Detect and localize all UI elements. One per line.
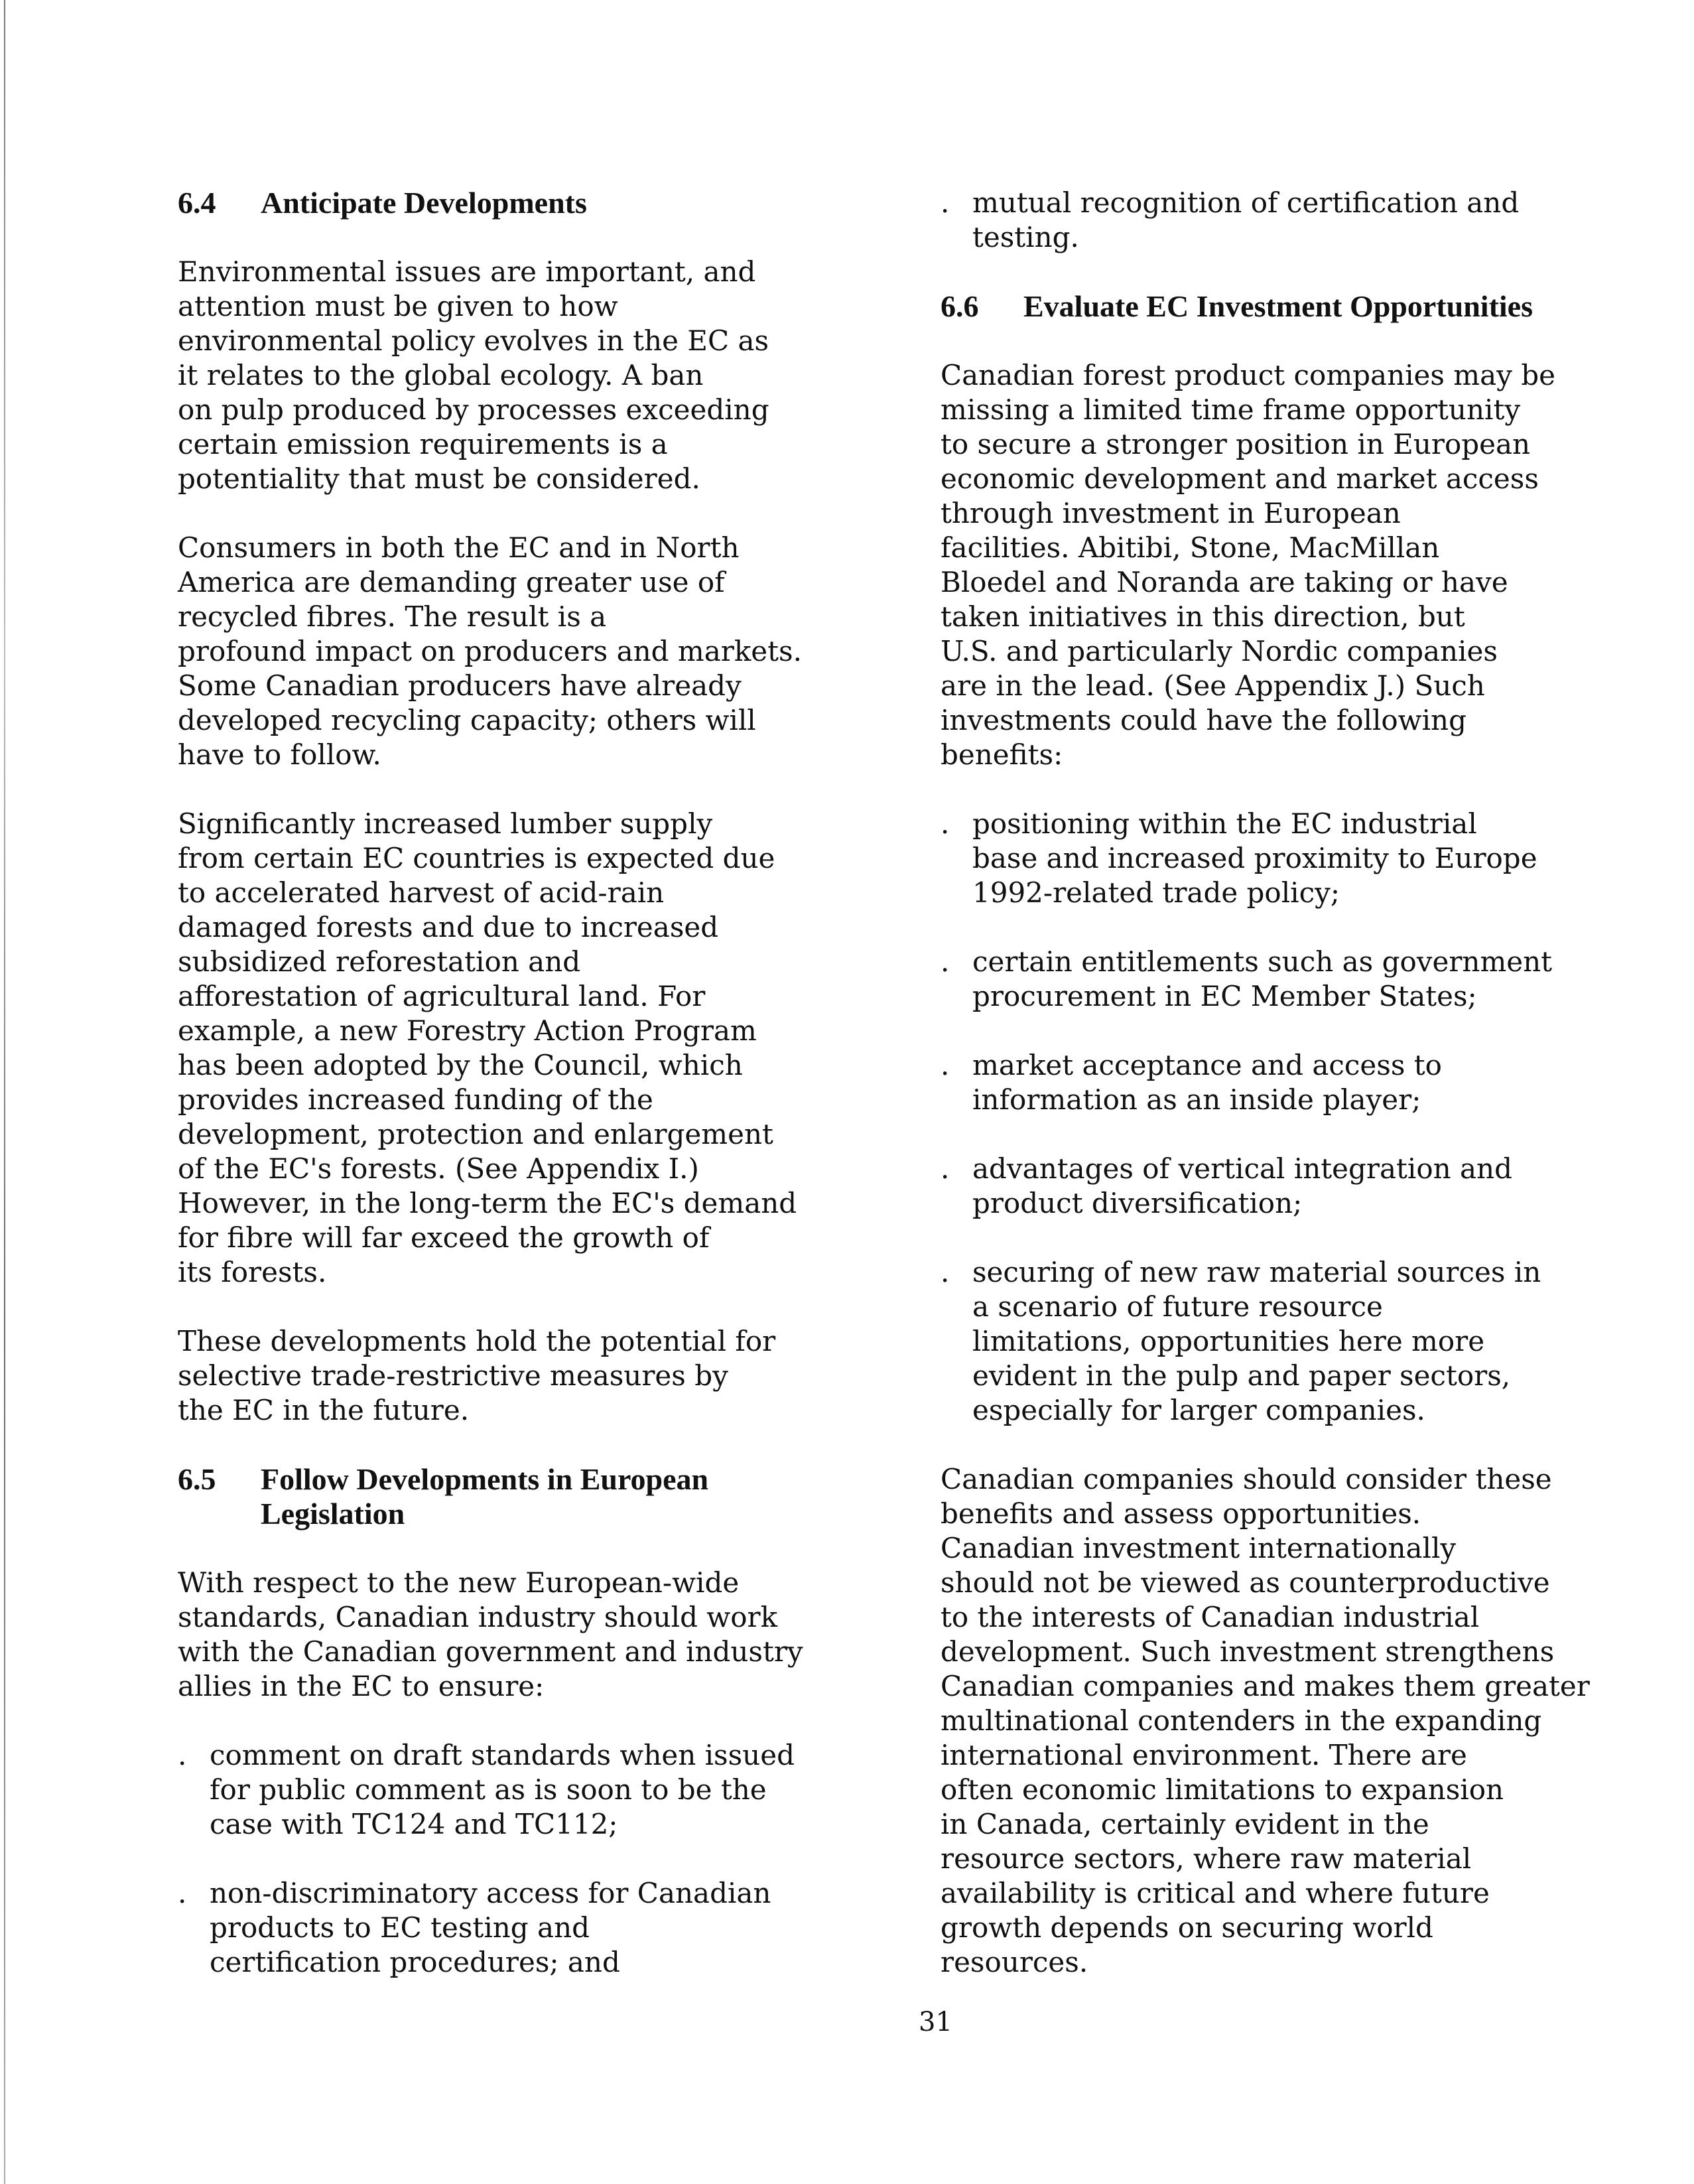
- bullet-text: market acceptance and access to information as an inside player;: [972, 1049, 1442, 1116]
- bullet-item: [941, 945, 1670, 1014]
- bullet-text: positioning within the EC industrial base and increased proximity to Europe 1992-related trade policy;: [972, 807, 1537, 909]
- bullet-text: comment on draft standards when issued for public comment as is soon to be the case with TC124 and TC112;: [210, 1739, 795, 1840]
- section-number: 6.5: [178, 1462, 216, 1496]
- bullet-marker: .: [941, 1049, 950, 1081]
- right-column: [941, 186, 1670, 1980]
- section-6-6-heading: [941, 289, 1670, 324]
- bullet-marker: .: [941, 1152, 950, 1185]
- paragraph: With respect to the new European-wide standards, Canadian industry should work with the Canadian government and industry allies in the EC to ensure:: [178, 1566, 803, 1702]
- bullet-text: advantages of vertical integration and product diversification;: [972, 1152, 1512, 1219]
- paragraph: Environmental issues are important, and attention must be given to how environmental policy evolves in the EC as it relates to the global ecology. A ban on pulp produced by processes exceeding certain emission requirements is a potentiality that must be considered.: [178, 255, 769, 495]
- section-6-5-heading: [178, 1462, 861, 1531]
- bullet-item: [178, 1738, 861, 1842]
- bullet-marker: .: [941, 807, 950, 840]
- bullet-marker: .: [941, 186, 950, 219]
- section-title: Anticipate Developments: [261, 186, 587, 220]
- paragraph: These developments hold the potential for selective trade-restrictive measures by the EC in the future.: [178, 1325, 776, 1426]
- section-number: 6.4: [178, 186, 216, 220]
- bullet-text: mutual recognition of certification and testing.: [972, 186, 1520, 253]
- paragraph: Consumers in both the EC and in North America are demanding greater use of recycled fibres. The result is a profound impact on producers and markets. Some Canadian producers have already developed recycling capacity; others will have to follow.: [178, 531, 802, 771]
- scan-edge-line: [4, 0, 5, 2184]
- paragraph: Canadian forest product companies may be missing a limited time frame opportunity to secure a stronger position in European economic development and market access through investment in European facilities. Abitibi, Stone, MacMillan Bloedel and Noranda are taking or have taken initiatives in this direction, but U.S. and particularly Nordic companies are in the lead. (See Appendix J.) Such investments could have the following benefits:: [941, 359, 1555, 771]
- bullet-marker: .: [941, 1256, 950, 1288]
- bullet-text: non-discriminatory access for Canadian products to EC testing and certification procedures; and: [210, 1877, 771, 1978]
- section-number: 6.6: [941, 289, 979, 323]
- bullet-item: [941, 186, 1670, 255]
- bullet-marker: .: [941, 945, 950, 978]
- bullet-item: [941, 1255, 1670, 1428]
- left-column: [178, 186, 861, 1980]
- bullet-marker: .: [178, 1739, 187, 1771]
- section-title: Evaluate EC Investment Opportunities: [1023, 289, 1533, 323]
- section-title: Follow Developments in European Legislation: [261, 1462, 709, 1531]
- section-6-4-heading: [178, 186, 861, 220]
- bullet-text: securing of new raw material sources in a scenario of future resource limitations, opportunities here more evident in the pulp and paper sectors, especially for larger companies.: [972, 1256, 1541, 1426]
- bullet-item: [178, 1876, 861, 1980]
- bullet-text: certain entitlements such as government procurement in EC Member States;: [972, 945, 1553, 1012]
- bullet-item: [941, 1152, 1670, 1221]
- bullet-item: [941, 807, 1670, 910]
- bullet-item: [941, 1048, 1670, 1117]
- page-number: 31: [919, 2007, 952, 2037]
- paragraph: Significantly increased lumber supply from certain EC countries is expected due to accelerated harvest of acid-rain damaged forests and due to increased subsidized reforestation and afforestation of agricultural land. For example, a new Forestry Action Program has been adopted by the Council, which provides increased funding of the development, protection and enlargement of the EC's forests. (See Appendix I.) However, in the long-term the EC's demand for fibre will far exceed the growth of its forests.: [178, 807, 797, 1288]
- paragraph: Canadian companies should consider these benefits and assess opportunities. Canadian investment internationally should not be viewed as counterproductive to the interests of Canadian industrial development. Such investment strengthens Canadian companies and makes them greater multinational contenders in the expanding international environment. There are often economic limitations to expansion in Canada, certainly evident in the resource sectors, where raw material availability is critical and where future growth depends on securing world resources.: [941, 1463, 1590, 1978]
- bullet-marker: .: [178, 1877, 187, 1909]
